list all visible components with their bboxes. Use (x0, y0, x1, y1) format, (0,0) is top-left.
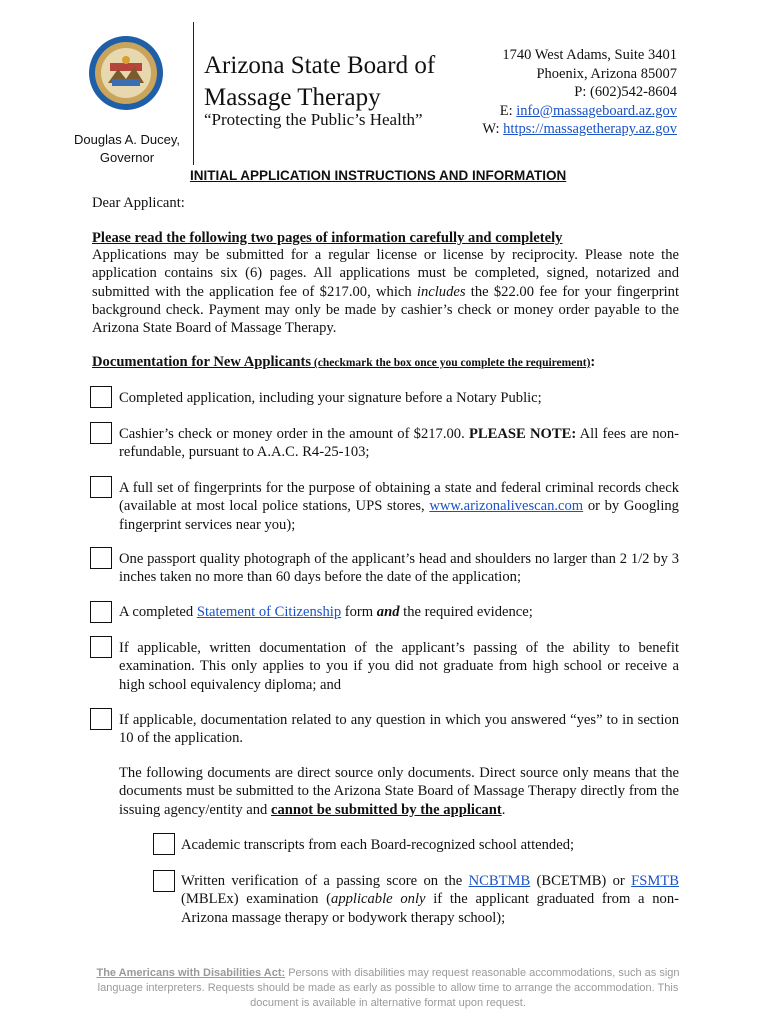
direct-source-text-a: The following documents are direct source only documents. Direct source only means that the documents must be submitted to the Arizona State Board of Massage Therapy directly from the issuing agency/entity and (119, 765, 679, 818)
item-photograph: One passport quality photograph of the applicant’s head and shoulders no larger than 2 1/2 by 3 inches taken no more than 60 days before the date of the application; (119, 551, 679, 586)
item-payment (119, 425, 679, 462)
item-citizenship (119, 603, 679, 621)
item-fingerprints-text-b: or by Googling fingerprint services near you); (119, 498, 679, 533)
read-heading: Please read the following two pages of information carefully and completely (92, 230, 563, 246)
ada-footer-label: The Americans with Disabilities Act: (96, 967, 286, 979)
intro-paragraph (92, 246, 679, 337)
phone: P: (602)542-8604 (574, 84, 677, 100)
direct-source-paragraph (119, 764, 679, 819)
checkbox-application[interactable] (90, 386, 112, 408)
item-fingerprints (119, 479, 679, 534)
item-exam-text-b: (BCETMB) or (530, 873, 632, 889)
item-fingerprints-text-a: A full set of fingerprints for the purpose of obtaining a state and federal criminal records check (available at most local police stations, UPS stores, (119, 480, 679, 515)
governor-block (62, 131, 192, 167)
item-section-10: If applicable, documentation related to any question in which you answered “yes” to in section 10 of the application. (119, 712, 679, 747)
checkbox-ability-to-benefit[interactable] (90, 636, 112, 658)
direct-source-text-b: . (501, 801, 506, 818)
item-citizenship-text-b: form (341, 604, 377, 620)
fsmtb-link[interactable]: FSMTB (631, 873, 679, 889)
ncbtmb-link[interactable]: NCBTMB (468, 873, 531, 889)
checkbox-fingerprints[interactable] (90, 476, 112, 498)
item-payment-text-b: All fees are non-refundable, pursuant to A.A.C. R4-25-103; (119, 426, 679, 461)
email-line (482, 102, 677, 121)
board-motto: “Protecting the Public’s Health” (204, 110, 423, 129)
address-line2: Phoenix, Arizona 85007 (536, 65, 677, 82)
direct-source-emphasis: cannot be submitted by the applicant (271, 801, 502, 818)
ada-footer (88, 966, 688, 1011)
page-heading: INITIAL APPLICATION INSTRUCTIONS AND INFORMATION (190, 168, 567, 183)
website-link[interactable]: https://massagetherapy.az.gov (503, 121, 677, 137)
board-title-line1: Arizona State Board of (204, 52, 436, 79)
address-line1: 1740 West Adams, Suite 3401 (502, 47, 677, 63)
item-citizenship-text-c: the required evidence; (399, 604, 533, 620)
intro-emphasis: includes (416, 283, 466, 300)
ada-footer-text: Persons with disabilities may request reasonable accommodations, such as sign language interpreters. Requests should be made as early as possible to allow time to arrange the accommodation. This document is available in alternative format upon request. (97, 967, 680, 1009)
item-payment-text-a: Cashier’s check or money order in the amount of $217.00. (119, 426, 469, 442)
checkbox-citizenship[interactable] (90, 601, 112, 623)
checkbox-payment[interactable] (90, 422, 112, 444)
board-title-line2: Massage Therapy (204, 84, 381, 111)
arizonalivescan-link[interactable]: www.arizonalivescan.com (429, 498, 584, 515)
governor-title: Governor (99, 150, 155, 165)
email-link[interactable]: info@massageboard.az.gov (516, 102, 677, 119)
item-exam-emphasis: applicable only (331, 891, 426, 908)
header-divider (193, 22, 194, 165)
documentation-heading-main: Documentation for New Applicants (92, 354, 312, 370)
salutation: Dear Applicant: (92, 195, 185, 211)
documentation-heading (92, 353, 595, 372)
item-application: Completed application, including your signature before a Notary Public; (119, 390, 542, 406)
contact-block (482, 46, 677, 139)
documentation-heading-note: (checkmark the box once you complete the requirement) (311, 357, 591, 369)
item-exam-verification (181, 872, 679, 927)
item-citizenship-emphasis: and (376, 604, 400, 620)
web-line (482, 120, 677, 139)
documentation-heading-colon: : (590, 354, 596, 370)
item-payment-note-label: PLEASE NOTE: (468, 426, 577, 442)
statement-of-citizenship-link[interactable]: Statement of Citizenship (196, 604, 342, 620)
intro-text-a: Applications may be submitted for a regular license or license by reciprocity. Please note the application contains six (6) pages. All applications must be completed, signed, notarized and submitted with the application fee of $217.00, which (92, 247, 679, 300)
checkbox-exam-verification[interactable] (153, 870, 175, 892)
item-exam-text-a: Written verification of a passing score on the (181, 873, 469, 889)
web-prefix: W: (482, 121, 504, 137)
email-prefix: E: (499, 102, 517, 119)
checkbox-photograph[interactable] (90, 547, 112, 569)
item-exam-text-d: if the applicant graduated from a non-Arizona massage therapy or bodywork therapy school); (181, 891, 679, 926)
item-transcripts: Academic transcripts from each Board-recognized school attended; (181, 837, 575, 853)
checkbox-transcripts[interactable] (153, 833, 175, 855)
item-exam-text-c: (MBLEx) examination ( (181, 891, 332, 908)
item-ability-to-benefit: If applicable, written documentation of the applicant’s passing of the ability to benefit examination. This only applies to you if you did not graduate from high school or receive a high school equivalency diploma; and (119, 640, 679, 693)
item-citizenship-text-a: A completed (119, 604, 197, 620)
intro-text-b: the $22.00 fee for your fingerprint background check. Payment may only be made by cashier’s check or money order payable to the Arizona State Board of Massage Therapy. (92, 283, 680, 337)
governor-name: Douglas A. Ducey, (74, 132, 180, 147)
board-title (204, 50, 435, 114)
state-seal (88, 35, 164, 111)
checkbox-section-10[interactable] (90, 708, 112, 730)
